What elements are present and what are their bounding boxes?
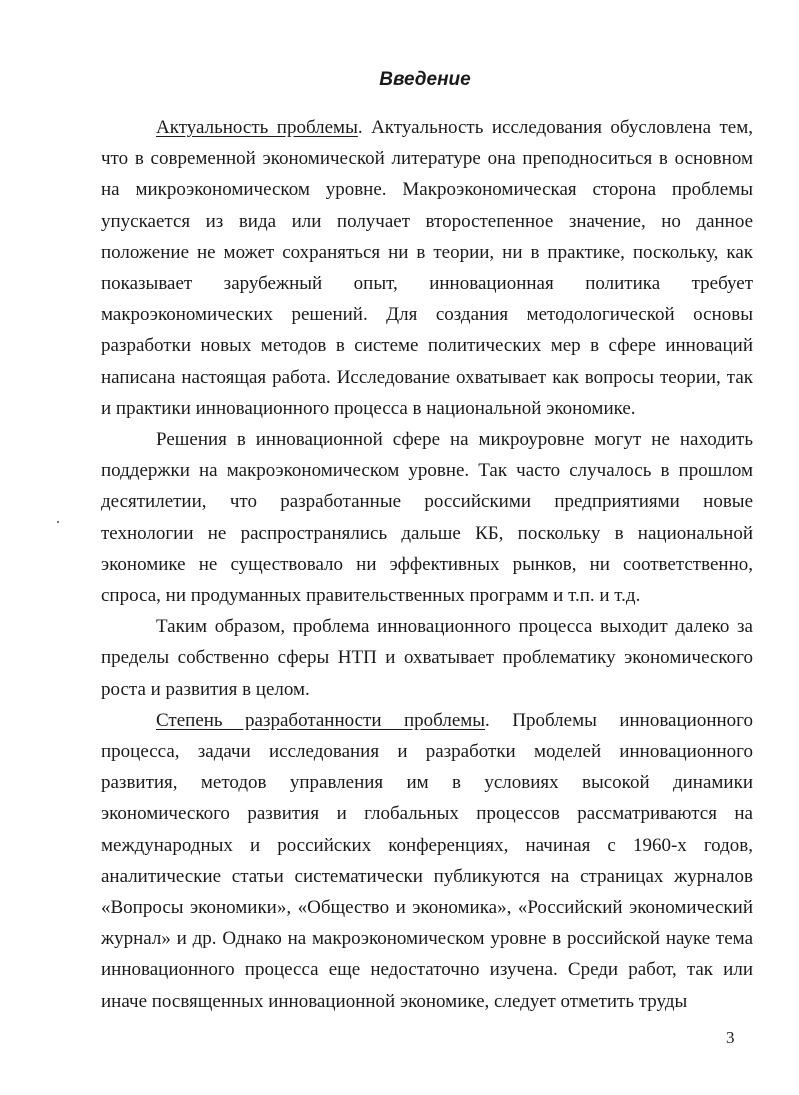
micro-level-text: Решения в инновационной сфере на микроуровне могут не находить поддержки на макроэкономическом уровне. Так часто случалось в прошлом десятилетии, что разработанные российскими предприятиями новые технологии не распространялись дальше КБ, поскольку в национальной экономике не существовало ни эффективных рынков, ни соответственно, спроса, ни продуманных правительственных программ и т.п. и т.д. [101, 429, 753, 607]
relevance-lead: Актуальность проблемы [156, 117, 358, 138]
relevance-text: . Актуальность исследования обусловлена тем, что в современной экономической литературе она преподноситься в основном на микроэкономическом уровне. Макроэкономическая сторона проблемы упускается из вида или получает второстепенное значение, но данное положение не может сохраняться ни в теории, ни в практике, поскольку, как показывает зарубежный опыт, инновационная политика требует макроэкономических решений. Для создания методологической основы разработки новых методов в системе политических мер в сфере инноваций написана настоящая работа. Исследование охватывает как вопросы теории, так и практики инновационного процесса в национальной экономике. [101, 117, 753, 419]
paragraph-micro-level [101, 424, 753, 611]
body-text [101, 112, 753, 1017]
paragraph-relevance [101, 112, 753, 424]
development-degree-text: . Проблемы инновационного процесса, задачи исследования и разработки моделей инновационного развития, методов управления им в условиях высокой динамики экономического развития и глобальных процессов рассматриваются на международных и российских конференциях, начиная с 1960-х годов, аналитические статьи систематически публикуются на страницах журналов «Вопросы экономики», «Общество и экономика», «Российский экономический журнал» и др. Однако на макроэкономическом уровне в российской науке тема инновационного процесса еще недостаточно изучена. Среди работ, так или иначе посвященных инновационной экономике, следует отметить труды [101, 709, 753, 1012]
scan-speck [57, 521, 59, 523]
development-degree-lead: Степень разработанности проблемы [156, 709, 486, 731]
paragraph-conclusion [101, 611, 753, 705]
page-number: 3 [726, 1028, 735, 1047]
conclusion-text: Таким образом, проблема инновационного процесса выходит далеко за пределы собственно сферы НТП и охватывает проблематику экономического роста и развития в целом. [101, 616, 753, 700]
paragraph-development-degree [101, 705, 753, 1017]
page-title: Введение [379, 69, 471, 90]
